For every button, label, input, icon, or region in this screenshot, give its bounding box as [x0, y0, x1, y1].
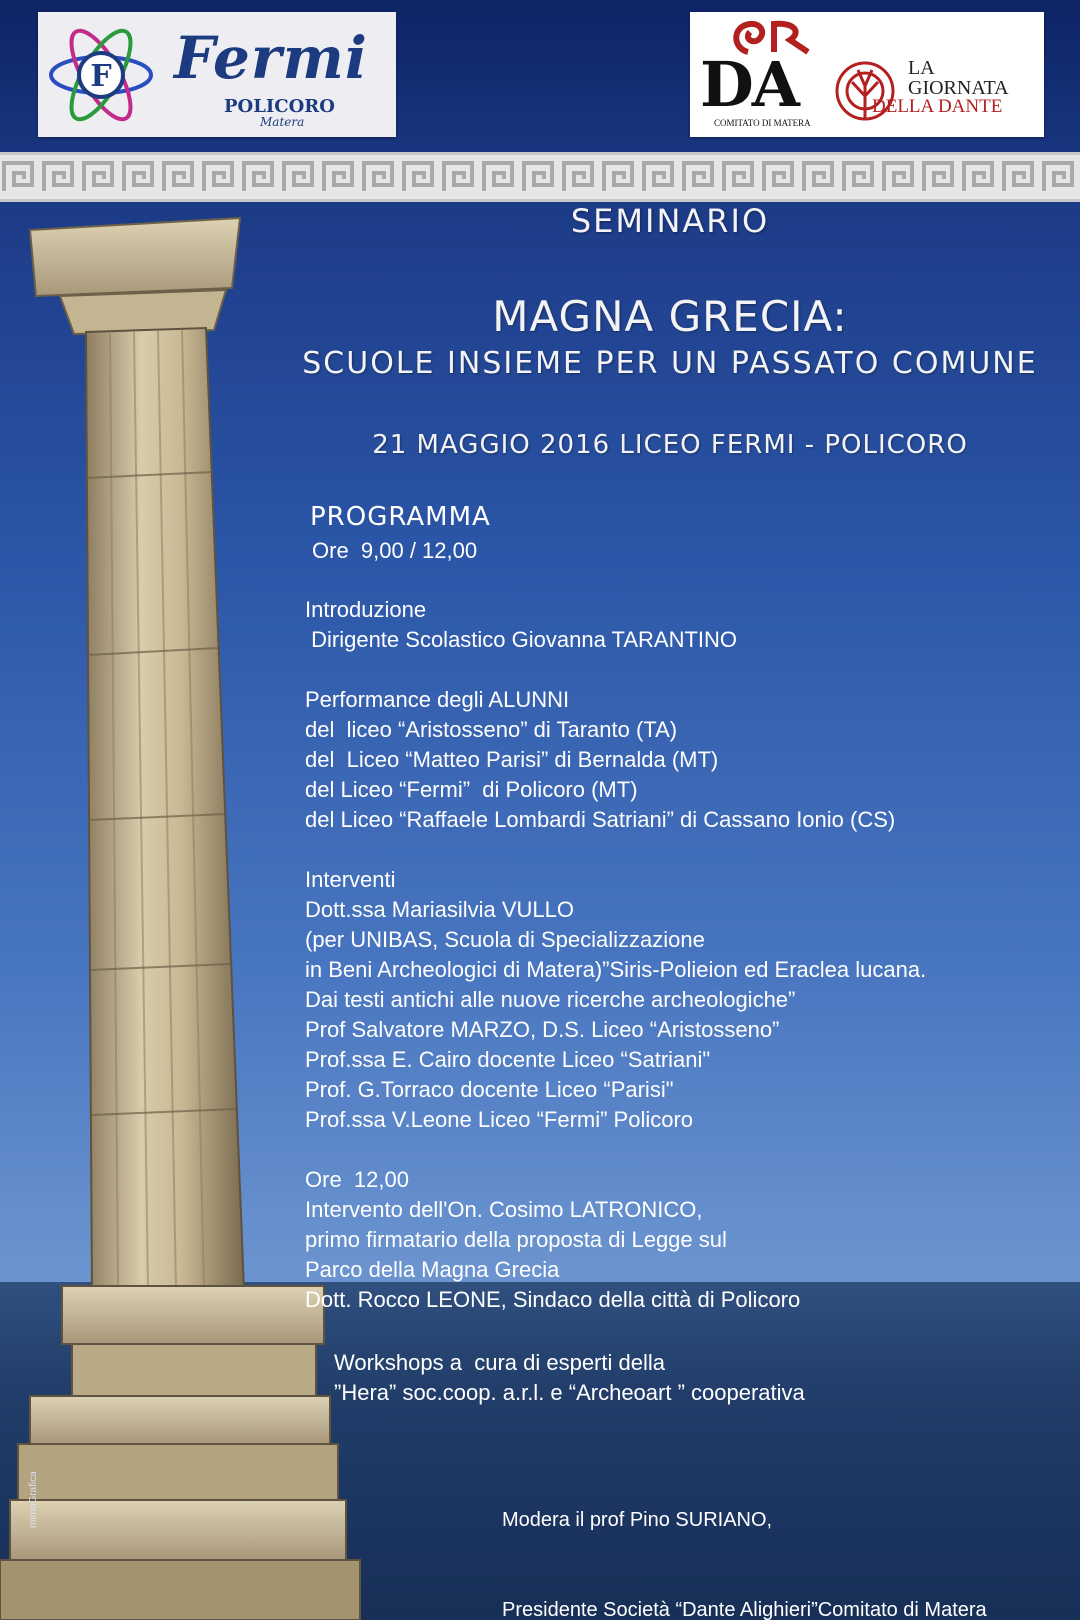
school-item: del Liceo “Matteo Parisi” di Bernalda (MT) [305, 747, 719, 772]
fermi-policoro-logo [38, 12, 396, 137]
page-subtitle: SCUOLE INSIEME PER UN PASSATO COMUNE [302, 346, 1038, 381]
giornata-line-2: DELLA DANTE [872, 96, 1003, 117]
introduzione-speaker: Dirigente Scolastico Giovanna TARANTINO [305, 627, 738, 652]
seminar-kicker: SEMINARIO [570, 202, 770, 240]
programma-hours: Ore 9,00 / 12,00 [312, 538, 478, 563]
dante-alighieri-logo [690, 12, 1044, 137]
closing-line: Parco della Magna Grecia [305, 1257, 560, 1282]
intervento-line: in Beni Archeologici di Matera)”Siris-Polieion ed Eraclea lucana. [305, 957, 927, 982]
intervento-line: Prof Salvatore MARZO, D.S. Liceo “Aristosseno” [305, 1017, 780, 1042]
performance-label: Performance degli ALUNNI [305, 687, 570, 712]
giornata-word: GIORNATA [908, 77, 1009, 99]
page-title: MAGNA GRECIA: [492, 292, 848, 341]
meander-pattern [0, 155, 1080, 199]
school-item: del liceo “Aristosseno” di Taranto (TA) [305, 717, 678, 742]
designer-credit: mimoGrafica [28, 1471, 39, 1528]
intervento-line: (per UNIBAS, Scuola di Specializzazione [305, 927, 705, 952]
event-date-place: 21 MAGGIO 2016 LICEO FERMI - POLICORO [372, 430, 968, 460]
intervento-line: Prof.ssa E. Cairo docente Liceo “Satriani" [305, 1047, 711, 1072]
greek-key-border [0, 152, 1080, 202]
closing-line: primo firmatario della proposta di Legge sul [305, 1227, 727, 1252]
introduzione-label: Introduzione [305, 597, 427, 622]
closing-line: Intervento dell'On. Cosimo LATRONICO, [305, 1197, 703, 1222]
atom-icon [46, 20, 156, 130]
intervento-line: Prof. G.Torraco docente Liceo “Parisi" [305, 1077, 674, 1102]
closing-line: Dott. Rocco LEONE, Sindaco della città di Policoro [305, 1287, 801, 1312]
workshops-line-2: ”Hera” soc.coop. a.r.l. e “Archeoart ” cooperativa [334, 1380, 805, 1405]
giornata-line-1 [908, 58, 1009, 98]
programma-heading: PROGRAMMA [310, 502, 491, 532]
svg-text:F: F [90, 59, 112, 94]
fermi-logo-city: POLICORO [224, 96, 335, 117]
intervento-line: Dai testi antichi alle nuove ricerche archeologiche” [305, 987, 796, 1012]
intervento-line: Dott.ssa Mariasilvia VULLO [305, 897, 574, 922]
workshops-line-1: Workshops a cura di esperti della [334, 1350, 665, 1375]
moderator-line-1: Modera il prof Pino SURIANO, [502, 1509, 773, 1531]
moderator-block [502, 1445, 987, 1620]
closing-hours: Ore 12,00 [305, 1167, 409, 1192]
intervento-line: Prof.ssa V.Leone Liceo “Fermi” Policoro [305, 1107, 694, 1132]
school-item: del Liceo “Raffaele Lombardi Satriani” di Cassano Ionio (CS) [305, 807, 896, 832]
giornata-la: LA [908, 57, 935, 79]
moderator-line-2: Presidente Società “Dante Alighieri”Comitato di Matera [502, 1599, 987, 1620]
fermi-logo-name: Fermi [174, 24, 368, 92]
dante-logo-committee: COMITATO DI MATERA [714, 118, 811, 128]
school-item: del Liceo “Fermi” di Policoro (MT) [305, 777, 638, 802]
fermi-logo-province: Matera [260, 115, 305, 129]
dante-logo-mark: DA [700, 48, 798, 121]
interventi-label: Interventi [305, 867, 396, 892]
